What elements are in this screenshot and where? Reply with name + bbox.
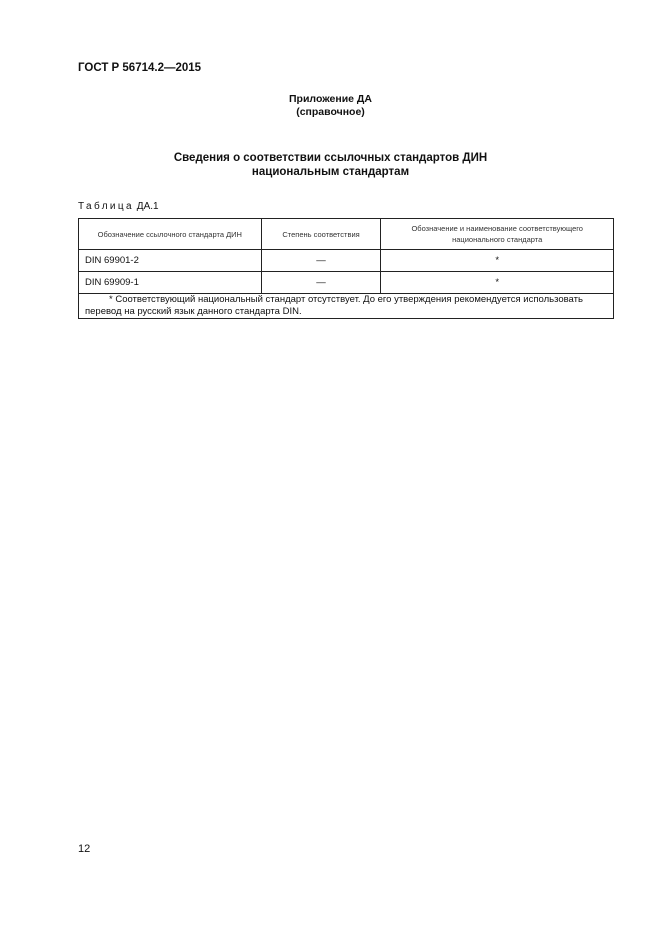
table-footnote-row bbox=[79, 294, 614, 319]
column-header-national: Обозначение и наименование соответствующего национального стандарта bbox=[381, 219, 614, 250]
table-footnote bbox=[79, 294, 614, 319]
cell-reference: DIN 69909-1 bbox=[79, 272, 262, 294]
cell-degree: — bbox=[261, 272, 381, 294]
table-caption-id: ДА.1 bbox=[134, 201, 159, 212]
appendix-title: Приложение ДА bbox=[289, 93, 372, 105]
column-header-reference: Обозначение ссылочного стандарта ДИН bbox=[79, 219, 262, 250]
appendix-subtitle: (справочное) bbox=[296, 106, 365, 118]
cell-national: * bbox=[381, 272, 614, 294]
cell-degree: — bbox=[261, 250, 381, 272]
reference-standards-table bbox=[78, 218, 614, 319]
table-caption bbox=[78, 201, 159, 212]
cell-national: * bbox=[381, 250, 614, 272]
footnote-text: * Соответствующий национальный стандарт отсутствует. До его утверждения рекомендуется использовать перевод на русский язык данного стандарта DIN. bbox=[85, 294, 583, 317]
document-code: ГОСТ Р 56714.2—2015 bbox=[78, 62, 202, 74]
section-title bbox=[0, 151, 661, 179]
column-header-degree: Степень соответствия bbox=[261, 219, 381, 250]
table-header-row bbox=[79, 219, 614, 250]
cell-reference: DIN 69901-2 bbox=[79, 250, 262, 272]
table-row bbox=[79, 250, 614, 272]
section-title-line-2: национальным стандартам bbox=[251, 166, 410, 178]
table-row bbox=[79, 272, 614, 294]
page-number: 12 bbox=[78, 843, 91, 855]
section-title-line-1: Сведения о соответствии ссылочных стандартов ДИН bbox=[173, 152, 488, 164]
table-caption-word: Таблица bbox=[78, 201, 135, 212]
appendix-heading bbox=[0, 93, 661, 119]
